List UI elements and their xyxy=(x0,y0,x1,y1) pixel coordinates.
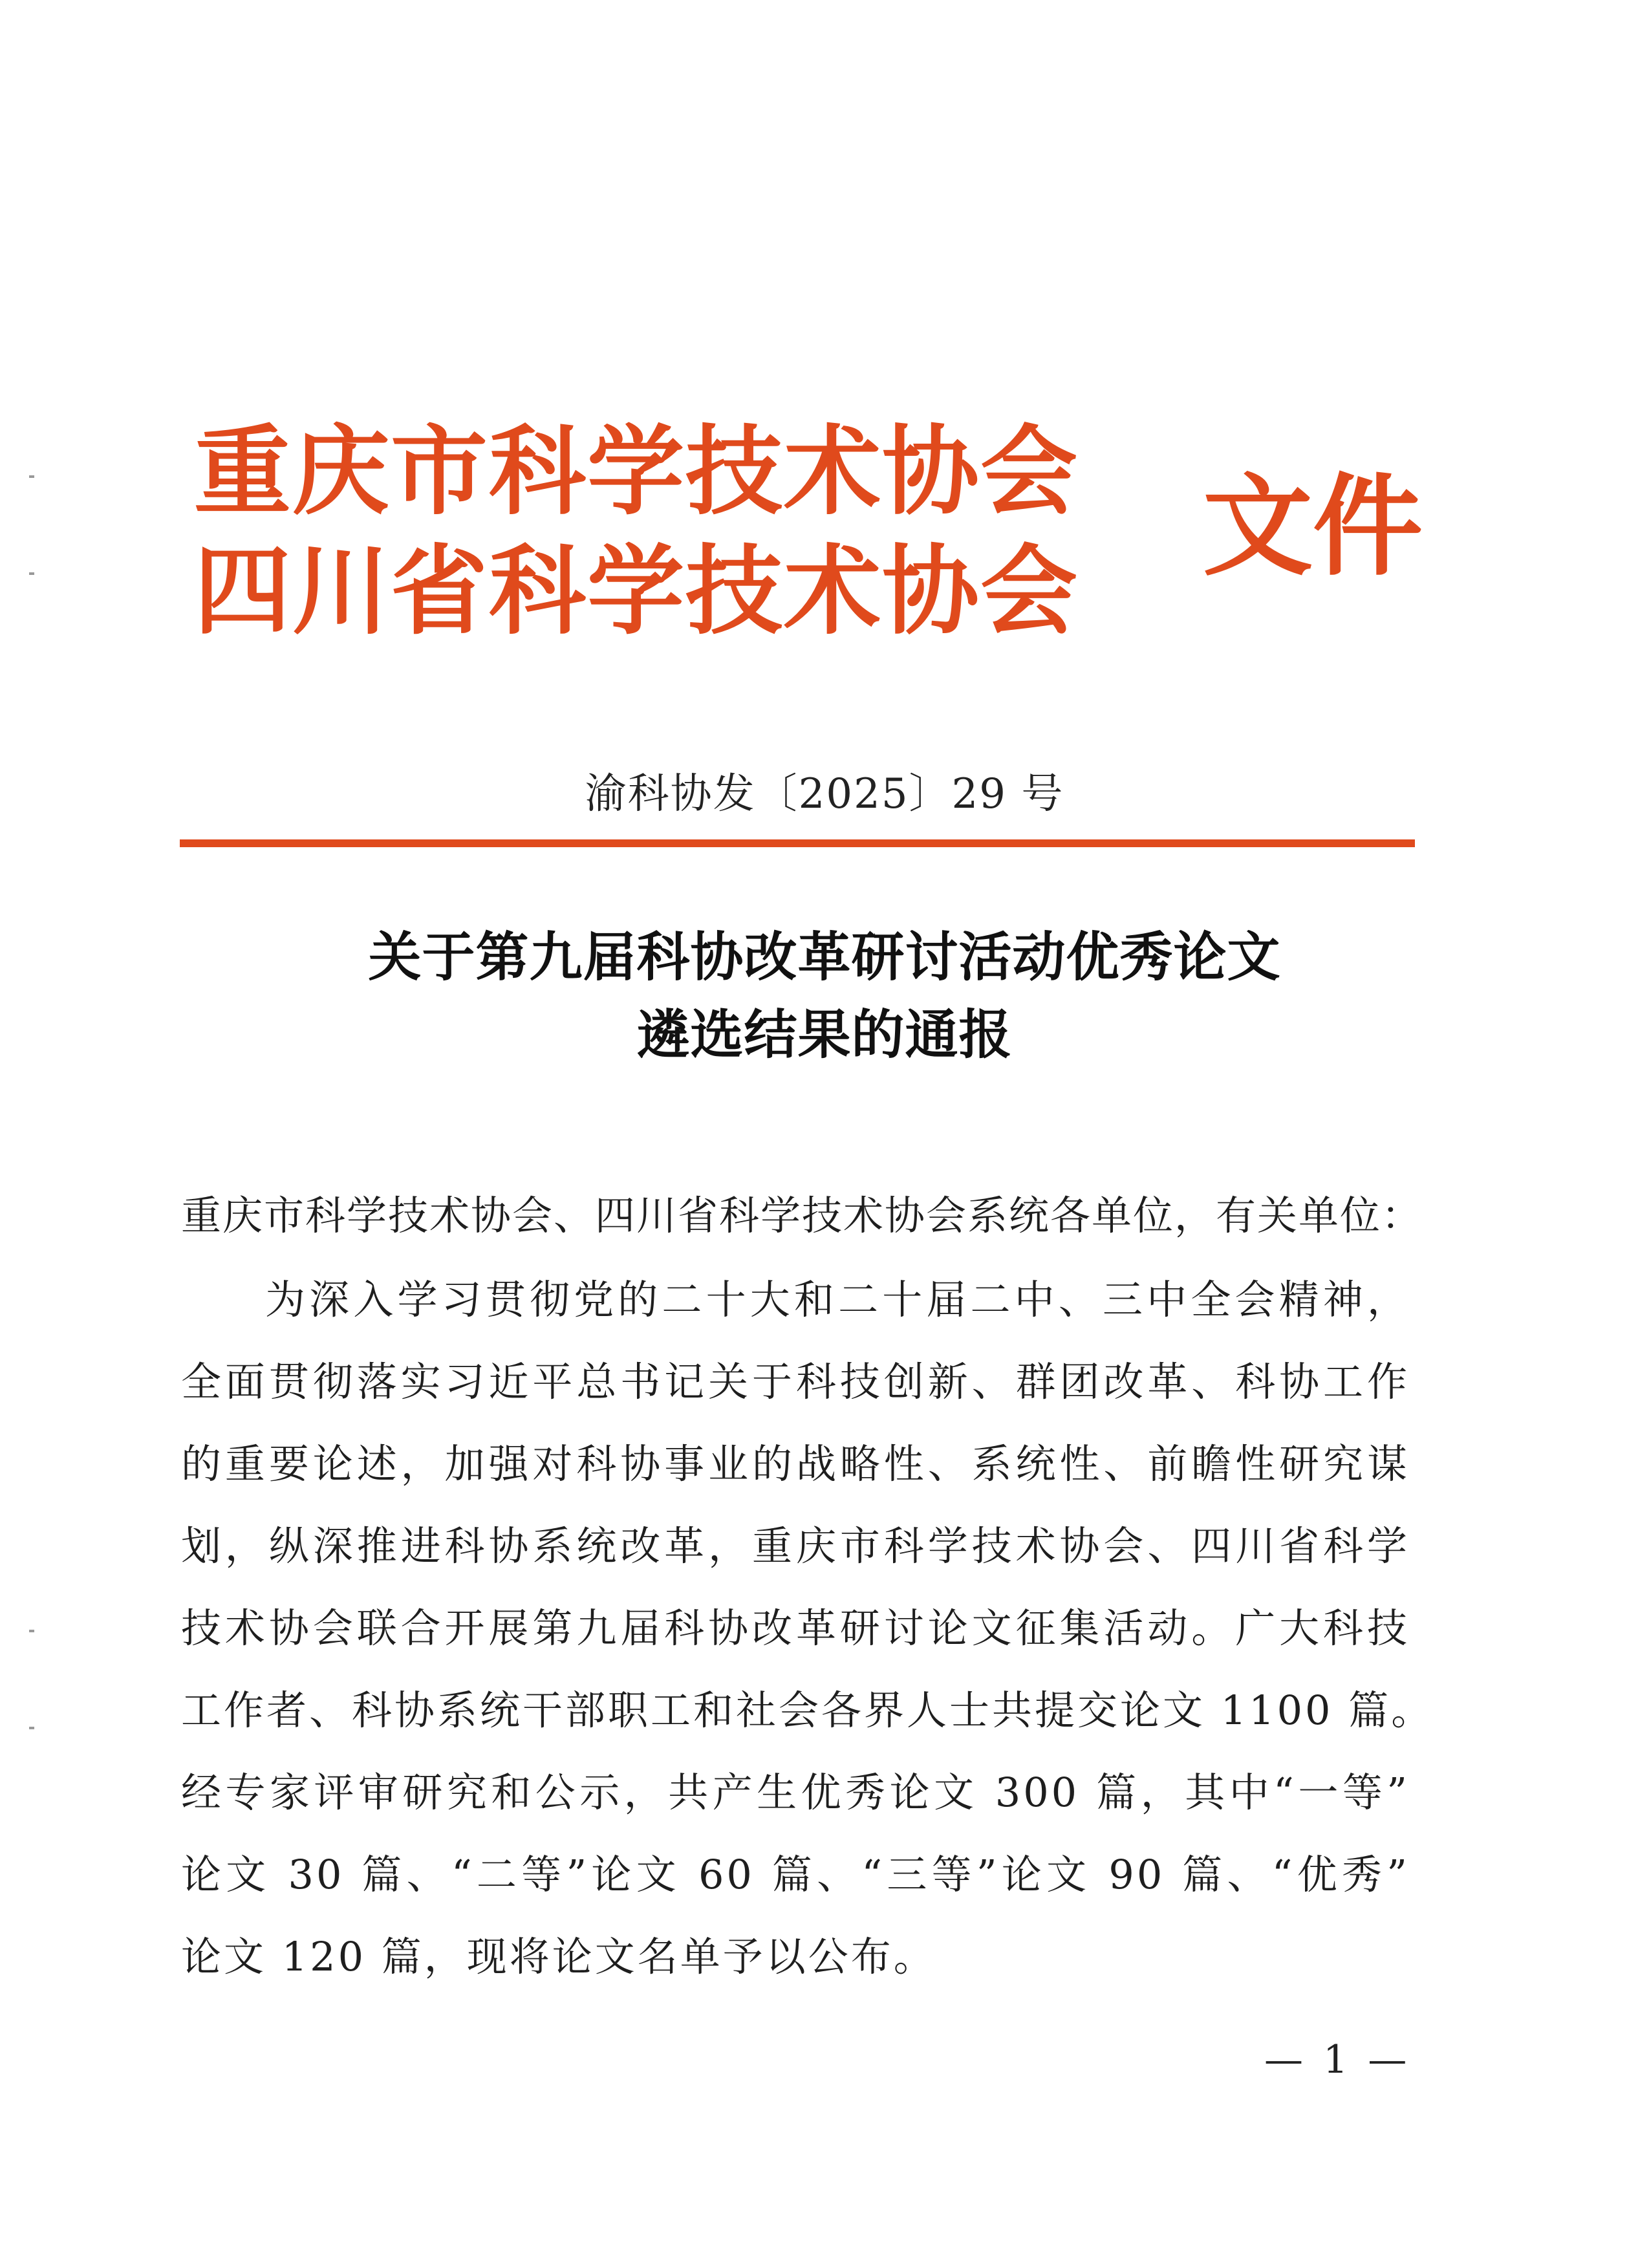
red-separator-line xyxy=(180,839,1415,847)
body-paragraph xyxy=(181,1274,1434,2013)
scan-artifact xyxy=(29,475,34,478)
body-line: 的重要论述，加强对科协事业的战略性、系统性、前瞻性研究谋 xyxy=(181,1440,1410,1487)
page-number: — 1 — xyxy=(1264,2037,1411,2082)
title-line-1: 关于第九届科协改革研讨活动优秀论文 xyxy=(368,926,1281,988)
red-masthead xyxy=(194,417,1423,663)
body-line: 工作者、科协系统干部职工和社会各界人士共提交论文 1100 篇。 xyxy=(181,1687,1434,1734)
document-number: 渝科协发〔2025〕29 号 xyxy=(585,770,1064,818)
body-line: 为深入学习贯彻党的二十大和二十届二中、三中全会精神， xyxy=(265,1276,1410,1323)
masthead-doc-type: 文件 xyxy=(1203,463,1423,591)
body-line: 经专家评审研究和公示，共产生优秀论文 300 篇，其中“一等” xyxy=(181,1769,1410,1816)
masthead-org-chongqing: 重庆市科学技术协会 xyxy=(194,416,1079,528)
body-line: 论文 30 篇、“二等”论文 60 篇、“三等”论文 90 篇、“优秀” xyxy=(181,1851,1410,1898)
body-line: 技术协会联合开展第九届科协改革研讨论文征集活动。广大科技 xyxy=(181,1604,1410,1652)
body-line: 全面贯彻落实习近平总书记关于科技创新、群团改革、科协工作 xyxy=(181,1358,1410,1405)
scan-artifact xyxy=(29,1630,34,1632)
body-line: 划，纵深推进科协系统改革，重庆市科学技术协会、四川省科学 xyxy=(181,1522,1410,1570)
document-title xyxy=(0,918,1649,1074)
body-line: 论文 120 篇，现将论文名单予以公布。 xyxy=(181,1933,936,1980)
title-line-2: 遴选结果的通报 xyxy=(636,1004,1013,1066)
scan-artifact xyxy=(29,1727,34,1729)
salutation: 重庆市科学技术协会、四川省科学技术协会系统各单位，有关单位： xyxy=(181,1192,1423,1239)
masthead-org-sichuan: 四川省科学技术协会 xyxy=(194,535,1079,648)
scan-artifact xyxy=(29,572,34,575)
